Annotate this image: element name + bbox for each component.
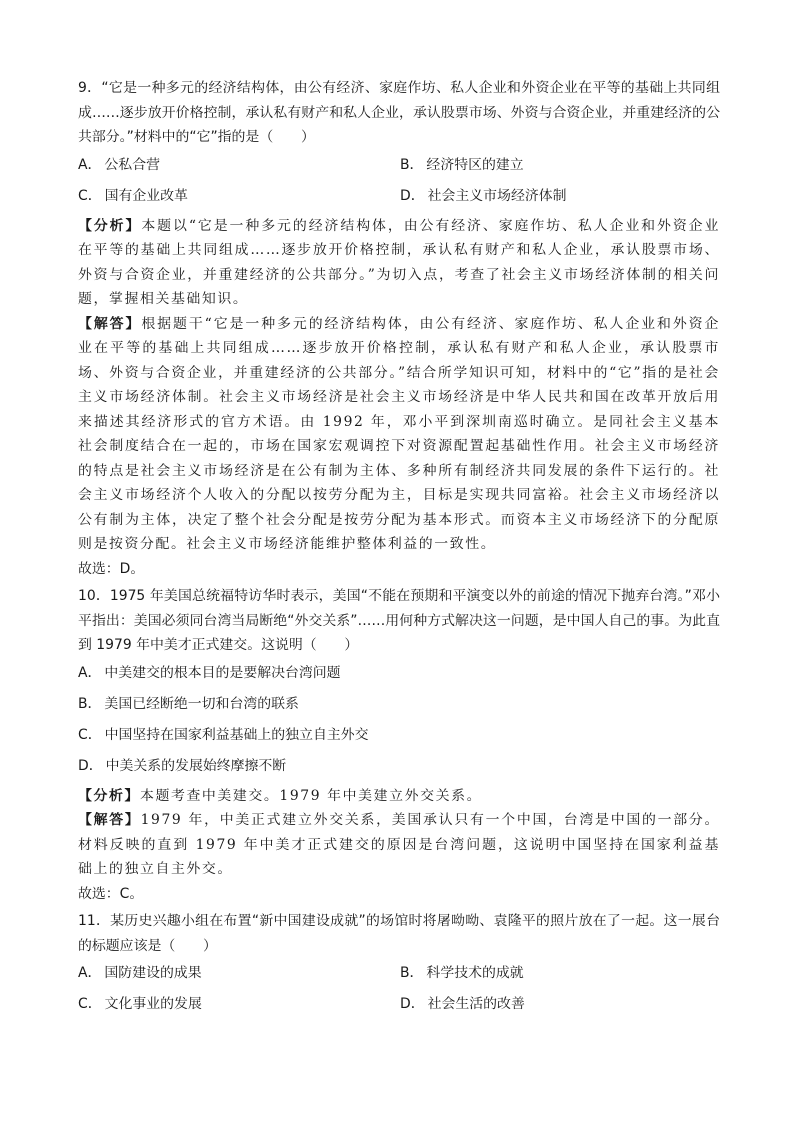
option-text: 中美关系的发展始终摩擦不断 (105, 757, 287, 774)
option-b (78, 689, 720, 720)
option-letter: D． (400, 996, 425, 1012)
option-letter: D． (400, 187, 425, 204)
option-letter: D． (78, 757, 103, 774)
option-b (400, 958, 720, 989)
answer-paragraph (78, 808, 720, 882)
analysis-label: 【分析】 (78, 787, 140, 804)
document-page (78, 76, 720, 1020)
options-list (78, 958, 720, 1020)
answer-label: 【解答】 (78, 315, 142, 332)
analysis-label: 【分析】 (78, 217, 142, 234)
question-number: 11． (78, 913, 111, 929)
option-c (78, 181, 400, 212)
option-letter: C． (78, 996, 102, 1012)
option-text: 国防建设的成果 (104, 965, 202, 981)
options-list (78, 150, 720, 212)
option-letter: B． (400, 965, 424, 981)
option-d (400, 989, 720, 1020)
options-list (78, 658, 720, 782)
conclusion: 故选：C。 (78, 885, 144, 902)
question-11 (78, 909, 720, 1020)
option-text: 中国坚持在国家利益基础上的独立自主外交 (104, 726, 369, 743)
option-text: 社会主义市场经济体制 (427, 187, 567, 204)
question-number: 10． (78, 588, 110, 604)
question-text: 1975 年美国总统福特访华时表示，美国“不能在预期和平演变以外的前途的情况下抛弃台湾。”邓小平指出：美国必须同台湾当局断绝“外交关系”……用何种方式解决这一问题，是中国人自己的事。为此直到 1979 年中美才正式建交。这说明（ ） (78, 588, 720, 653)
option-text: 中美建交的根本目的是要解决台湾问题 (104, 664, 341, 681)
option-letter: B． (78, 695, 102, 712)
option-letter: C． (78, 726, 102, 743)
option-b (400, 150, 720, 181)
option-a (78, 658, 720, 689)
question-text: 某历史兴趣小组在布置“新中国建设成就”的场馆时将屠呦呦、袁隆平的照片放在了一起。这一展台的标题应该是（ ） (78, 913, 720, 954)
analysis-text: 本题以“它是一种多元的经济结构体，由公有经济、家庭作坊、私人企业和外资企业在平等的基础上共同组成……逐步放开价格控制，承认私有财产和私人企业，承认股票市场、外资与合资企业，并重建经济的公共部分。”为切入点，考查了社会主义市场经济体制的相关问题，掌握相关基础知识。 (78, 217, 721, 307)
option-d (78, 751, 720, 782)
option-letter: B． (400, 156, 424, 173)
option-text: 文化事业的发展 (104, 996, 202, 1012)
option-a (78, 150, 400, 181)
question-text: “它是一种多元的经济结构体，由公有经济、家庭作坊、私人企业和外资企业在平等的基础上共同组成……逐步放开价格控制，承认私有财产和私人企业，承认股票市场、外资与合资企业，并重建经济的公共部分。”材料中的“它”指的是（ ） (78, 80, 720, 145)
analysis-text: 本题考查中美建交。1979 年中美建立外交关系。 (139, 787, 483, 804)
option-text: 社会生活的改善 (427, 996, 525, 1012)
option-text: 经济特区的建立 (426, 156, 524, 173)
conclusion: 故选：D。 (78, 560, 145, 577)
option-letter: A． (78, 664, 102, 681)
question-9 (78, 76, 720, 581)
option-d (400, 181, 720, 212)
question-stem (78, 76, 720, 150)
option-text: 公私合营 (104, 156, 160, 173)
option-text: 国有企业改革 (104, 187, 188, 204)
answer-text: 1979 年，中美正式建立外交关系，美国承认只有一个中国，台湾是中国的一部分。材料反映的直到 1979 年中美才正式建交的原因是台湾问题，这说明中国坚持在国家利益基础上的独立自主外交。 (78, 812, 721, 877)
option-c (78, 989, 400, 1020)
question-number: 9． (78, 80, 102, 96)
question-stem (78, 584, 720, 658)
answer-text: 根据题干“它是一种多元的经济结构体，由公有经济、家庭作坊、私人企业和外资企业在平等的基础上共同组成……逐步放开价格控制，承认私有财产和私人企业，承认股票市场、外资与合资企业，并重建经济的公共部分。”结合所学知识可知，材料中的“它”指的是社会主义市场经济体制。社会主义市场经济是社会主义市场经济是中华人民共和国在改革开放后用来描述其经济形式的官方术语。由 1992 年，邓小平到深圳南巡时确立。是同社会主义基本社会制度结合在一起的，市场在国家宏观调控下对资源配置起基础性作用。社会主义市场经济的特点是社会主义市场经济是在公有制为主体、多种所有制经济共同发展的条件下运行的。社会主义市场经济个人收入的分配以按劳分配为主，目标是实现共同富裕。社会主义市场经济以公有制为主体，决定了整个社会分配是按劳分配为基本形式。而资本主义市场经济下的分配原则是按资分配。社会主义市场经济能维护整体利益的一致性。 (78, 315, 721, 552)
question-10 (78, 584, 720, 906)
option-c (78, 720, 720, 751)
option-letter: A． (78, 156, 102, 173)
option-a (78, 958, 400, 989)
analysis-paragraph (78, 214, 720, 312)
option-letter: C． (78, 187, 102, 204)
question-stem (78, 909, 720, 958)
answer-paragraph (78, 312, 720, 557)
option-text: 美国已经断绝一切和台湾的联系 (104, 695, 299, 712)
option-text: 科学技术的成就 (426, 965, 524, 981)
option-letter: A． (78, 965, 102, 981)
answer-label: 【解答】 (78, 812, 141, 828)
analysis-paragraph (78, 784, 720, 809)
